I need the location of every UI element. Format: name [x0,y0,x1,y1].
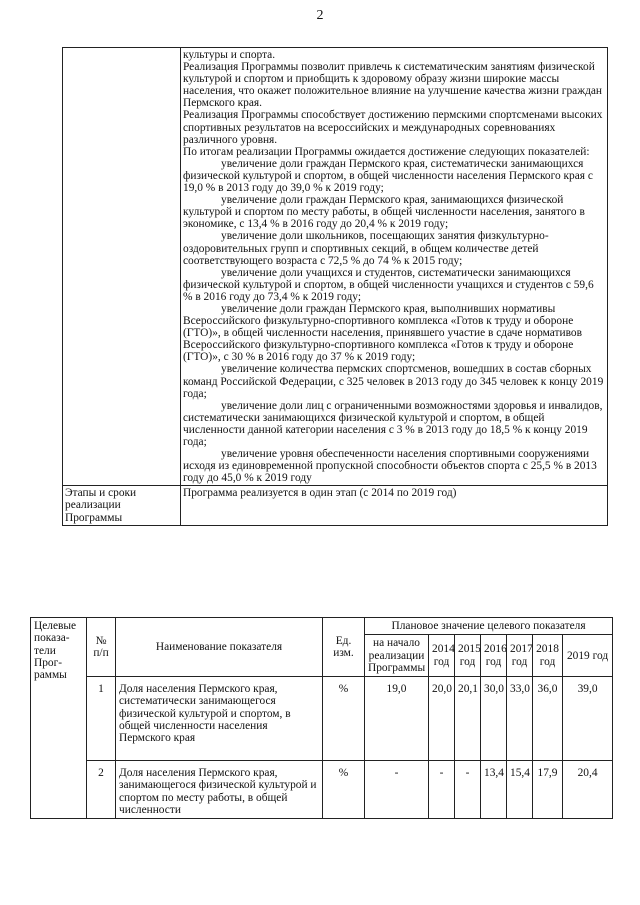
year-header: 2018 год [533,635,563,677]
row-value: 20,4 [563,761,613,819]
row-value: 39,0 [563,677,613,761]
year-header: 2014 год [429,635,455,677]
indicator-paragraph: увеличение количества пермских спортсменов, вошедших в состав сборных команд Российской Федерации, с 325 человек в 2013 году до 345 человек к концу 2019 года; [183,363,604,400]
content-paragraph: Реализация Программы способствует достижению пермскими спортсменами высоких спортивных результатов на всероссийских и международных соревнованиях различного уровня. [183,109,603,146]
expected-results-row [63,48,608,486]
header-row [31,618,613,635]
target-indicators-table [30,617,613,819]
row-value: - [455,761,481,819]
name-header: Наименование показателя [116,618,323,677]
indicator-paragraph: увеличение доли граждан Пермского края, систематически занимающихся физической культурой и спортом, в общей численности населения Пермского края с 19,0 % в 2013 году до 39,0 % к 2019 году; [183,157,593,195]
stages-row [63,486,608,525]
indicator-paragraph: увеличение доли школьников, посещающих занятия физкультурно-оздоровительных групп и спортивных секций, в общем количестве детей соответствующего возраста с 72,5 % до 74 % к 2015 году; [183,230,549,267]
row-value: 17,9 [533,761,563,819]
year-header: 2016 год [481,635,507,677]
row-value: 15,4 [507,761,533,819]
row-unit: % [323,761,365,819]
year-header: 2019 год [563,635,613,677]
row-value: 20,1 [455,677,481,761]
row-value: - [429,761,455,819]
expected-results-content [181,48,608,486]
year-header: 2015 год [455,635,481,677]
expected-results-label-cell [63,48,181,486]
row-value: 20,0 [429,677,455,761]
row-value: 13,4 [481,761,507,819]
row-value: 30,0 [481,677,507,761]
indicators-row-label: Целевые показа-тели Прог-раммы [31,618,87,819]
row-value: 33,0 [507,677,533,761]
unit-header: Ед. изм. [323,618,365,677]
stages-label: Этапы и сроки реализации Программы [63,486,181,525]
row-start: 19,0 [365,677,429,761]
row-value: 36,0 [533,677,563,761]
indicator-paragraph: увеличение доли граждан Пермского края, занимающихся физической культурой и спортом по месту работы, в общей численности населения, занятого в экономике, с 13,4 % в 2016 году до 20,4 % к 2019 году; [183,194,585,231]
content-paragraph: культуры и спорта. [183,49,276,61]
year-header: 2017 год [507,635,533,677]
num-header: № п/п [87,618,116,677]
planned-value-header: Плановое значение целевого показателя [365,618,613,635]
row-num: 2 [87,761,116,819]
program-goals-table [62,47,608,526]
content-paragraph: По итогам реализации Программы ожидается достижение следующих показателей: [183,145,590,158]
indicator-paragraph: увеличение доли лиц с ограниченными возможностями здоровья и инвалидов, систематически занимающихся физической культурой и спортом, в общей численности данной категории населения с 3 % в 2013 году до 18,5 % к концу 2019 года; [183,399,603,448]
stages-text: Программа реализуется в один этап (с 2014 по 2019 год) [181,486,608,525]
indicator-paragraph: увеличение уровня обеспеченности населения спортивными сооружениями исходя из единовременной пропускной способности объектов спорта с 25,5 % в 2013 году до 45,0 % к 2019 году [183,448,597,485]
row-num: 1 [87,677,116,761]
page-number: 2 [316,8,324,23]
row-start: - [365,761,429,819]
row-unit: % [323,677,365,761]
indicator-paragraph: увеличение доли учащихся и студентов, систематически занимающихся физической культурой и спортом, в общей численности учащихся и студентов с 59,6 % в 2016 году до 73,4 % к 2019 году; [183,266,594,303]
content-paragraph: Реализация Программы позволит привлечь к систематическим занятиям физической культурой и спортом и приобщить к здоровому образу жизни широкие массы населения, что окажет положительное влияние на улучшение качества жизни граждан Пермского края. [183,61,603,110]
table-row [31,761,613,819]
start-header: на начало реализации Программы [365,635,429,677]
row-name: Доля населения Пермского края, систематически занимающегося физической культурой и спортом, в общей численности населения Пермского края [116,677,323,761]
row-name: Доля населения Пермского края, занимающегося физической культурой и спортом по месту работы, в общей численности [116,761,323,819]
table-row [31,677,613,761]
indicator-paragraph: увеличение доли граждан Пермского края, выполнивших нормативы Всероссийского физкультурно-спортивного комплекса «Готов к труду и обороне (ГТО)», в общей численности населения, принявшего участие в сдаче нормативов Всероссийского физкультурно-спортивного комплекса «Готов к труду и обороне (ГТО)», с 30 % в 2016 году до 37 % к 2019 году; [183,302,582,364]
